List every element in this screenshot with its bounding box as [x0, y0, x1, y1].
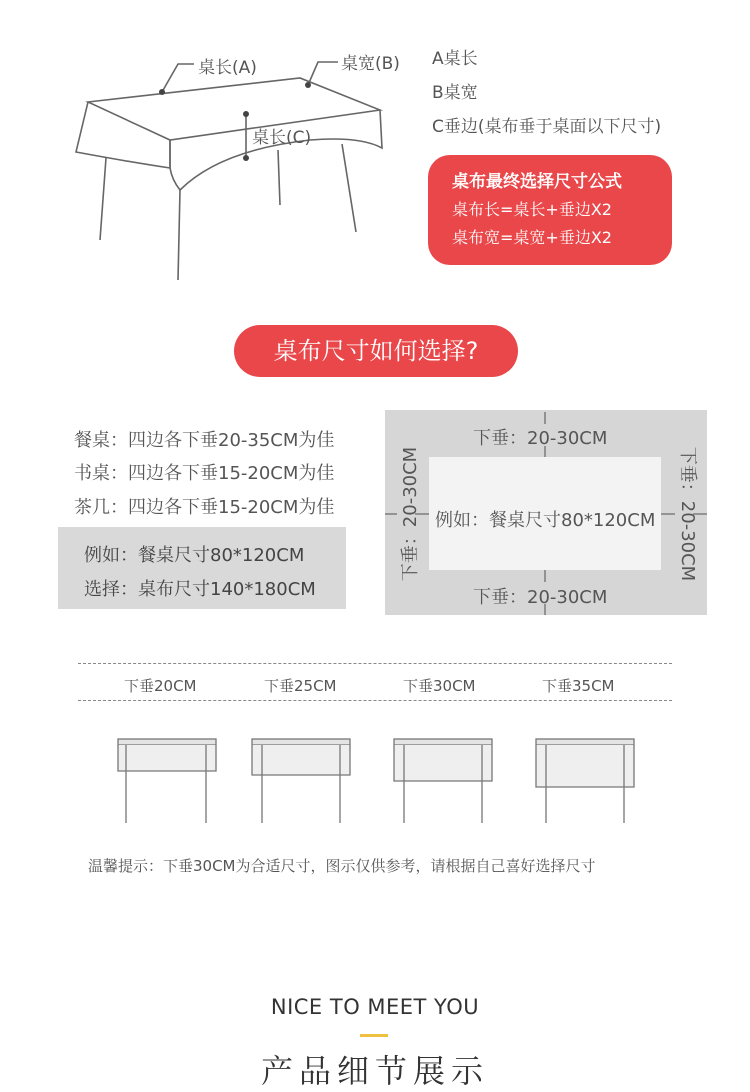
- example-line-2: 选择：桌布尺寸140*180CM: [84, 579, 316, 600]
- diagram-bottom-drop: 下垂：20-30CM: [473, 587, 608, 608]
- rule-dining-table: 餐桌：四边各下垂20-35CM为佳: [74, 430, 335, 451]
- label-width-b: 桌宽(B): [341, 54, 400, 74]
- warm-tip: 温馨提示：下垂30CM为合适尺寸，图示仅供参考，请根据自己喜好选择尺寸: [88, 857, 596, 875]
- diagram-top-drop: 下垂：20-30CM: [473, 428, 608, 449]
- drop-comparison-tables: [110, 735, 650, 830]
- drop-label-20: 下垂20CM: [124, 677, 197, 695]
- formula-title: 桌布最终选择尺寸公式: [452, 172, 622, 192]
- legend-a: A桌长: [432, 49, 478, 69]
- diagram-left-drop: 下垂：20-30CM: [400, 446, 422, 582]
- next-section-heading: 产品细节展示: [260, 1052, 489, 1090]
- accent-bar: [360, 1034, 388, 1037]
- rule-desk: 书桌：四边各下垂15-20CM为佳: [74, 463, 335, 484]
- legend-b: B桌宽: [432, 83, 478, 103]
- drop-diagram: [385, 410, 707, 615]
- drop-label-25: 下垂25CM: [264, 677, 337, 695]
- rule-coffee-table: 茶几：四边各下垂15-20CM为佳: [74, 497, 335, 518]
- example-line-1: 例如：餐桌尺寸80*120CM: [84, 545, 305, 566]
- section-title-pill: 桌布尺寸如何选择?: [234, 325, 518, 377]
- formula-box: [428, 155, 672, 265]
- legend-c: C垂边(桌布垂于桌面以下尺寸): [432, 117, 662, 137]
- formula-line-1: 桌布长=桌长+垂边X2: [452, 200, 612, 219]
- nice-to-meet-you: NICE TO MEET YOU: [270, 995, 480, 1019]
- dashed-divider-bottom: [78, 700, 672, 701]
- label-drop-c: 桌长(C): [252, 128, 312, 148]
- diagram-center-example: 例如：餐桌尺寸80*120CM: [435, 510, 656, 531]
- formula-line-2: 桌布宽=桌宽+垂边X2: [452, 228, 612, 247]
- drop-label-35: 下垂35CM: [542, 677, 615, 695]
- diagram-right-drop: 下垂：20-30CM: [677, 446, 699, 582]
- label-length-a: 桌长(A): [198, 58, 257, 78]
- drop-label-30: 下垂30CM: [403, 677, 476, 695]
- dashed-divider-top: [78, 663, 672, 664]
- example-box: [58, 527, 346, 609]
